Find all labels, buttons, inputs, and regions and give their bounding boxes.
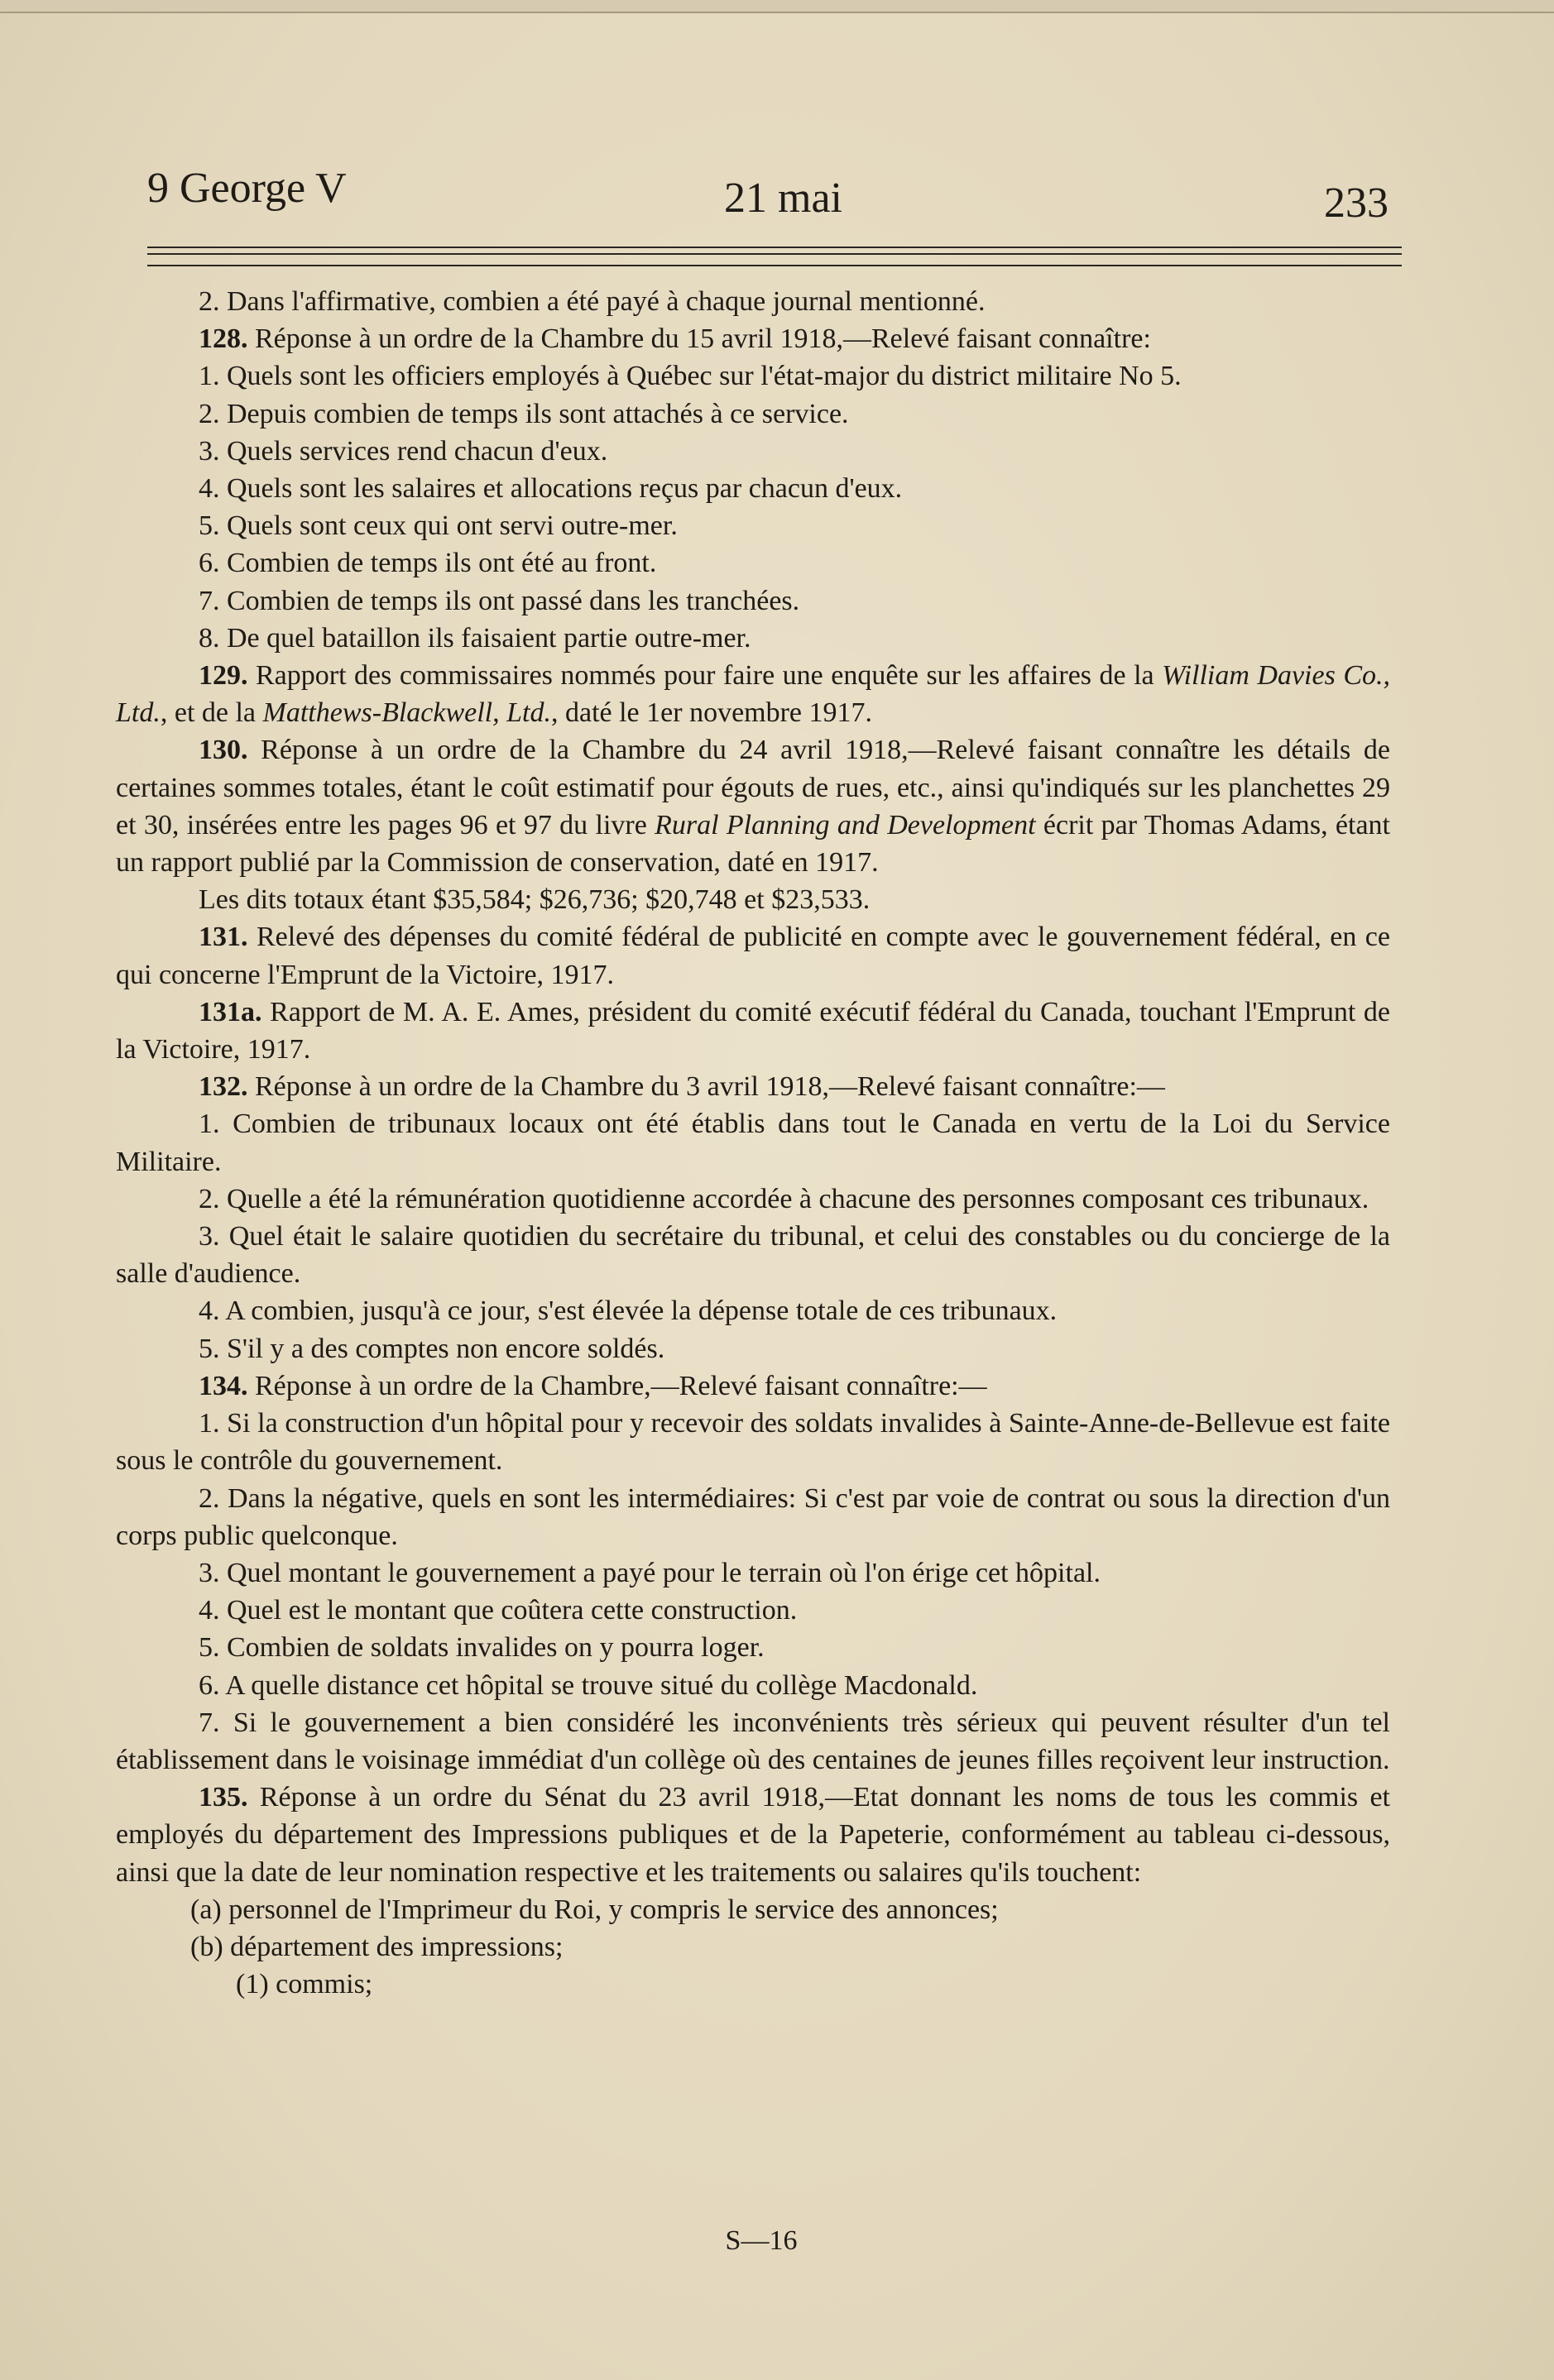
company-name: William Davies Co., Ltd.: [116, 660, 1390, 729]
entry-number: 131.: [199, 922, 248, 953]
list-item: 3. Quels services rend chacun d'eux.: [199, 435, 608, 467]
entry-129: [116, 657, 1390, 731]
page-number: 233: [1324, 180, 1389, 227]
entry-number: 129.: [199, 660, 248, 692]
paragraph: 2. Dans l'affirmative, combien a été payé à chaque journal mentionné.: [199, 286, 986, 317]
entry-132: [116, 1068, 1390, 1105]
entry-number: 132.: [199, 1071, 248, 1103]
list-item: 4. A combien, jusqu'à ce jour, s'est élevée la dépense totale de ces tribunaux.: [199, 1295, 1058, 1327]
entry-text: Rapport des commissaires nommés pour faire une enquête sur les affaires de la: [247, 660, 1163, 692]
list-item: (b) département des impressions;: [190, 1931, 564, 1962]
entry-130: [116, 731, 1390, 881]
entry-number: 128.: [199, 323, 248, 355]
entry-text: Réponse à un ordre du Sénat du 23 avril 1918,—Etat donnant les noms de tous les commis et employés du département des Impressions publiques et de la Papeterie, conformément au tableau ci-dessous, ainsi que la date de leur nomination respective et les traitements ou salaires qu'ils touchent:: [116, 1782, 1390, 1888]
header-rule: [147, 247, 1402, 248]
entry-number: 135.: [199, 1782, 248, 1813]
running-head-date: 21 mai: [724, 175, 842, 222]
entry-number: 131a.: [199, 996, 262, 1027]
list-item: 6. A quelle distance cet hôpital se trouve situé du collège Macdonald.: [199, 1669, 978, 1701]
entry-131a: [116, 994, 1390, 1068]
entry-text: , et de la: [160, 697, 263, 729]
entry-text: Réponse à un ordre de la Chambre du 24 avril 1918,—Relevé faisant connaître les détails de certaines sommes totales, étant le coût estimatif pour égouts de rues, etc., ainsi qu'indiqués sur les planchettes 29 et 30, insérées entre les pages 96 et 97 du livre: [116, 735, 1390, 840]
list-item: (a) personnel de l'Imprimeur du Roi, y compris le service des annonces;: [190, 1894, 999, 1925]
entry-text: Réponse à un ordre de la Chambre du 3 avril 1918,—Relevé faisant connaître:—: [247, 1071, 1165, 1103]
entry-131: [116, 918, 1390, 993]
book-title: Rural Planning and Development: [655, 809, 1036, 840]
company-name: Matthews-Blackwell, Ltd.: [262, 697, 551, 729]
entry-134: [116, 1367, 1390, 1405]
list-item: 5. Quels sont ceux qui ont servi outre-mer.: [199, 510, 678, 542]
paragraph: Les dits totaux étant $35,584; $26,736; $20,748 et $23,533.: [199, 884, 871, 916]
entry-text: Rapport de M. A. E. Ames, président du comité exécutif fédéral du Canada, touchant l'Emprunt de la Victoire, 1917.: [116, 996, 1390, 1065]
list-item: 2. Dans la négative, quels en sont les intermédiaires: Si c'est par voie de contrat ou sous la direction d'un corps public quelconque.: [116, 1482, 1390, 1551]
page-body: [116, 283, 1390, 2003]
list-item: 5. S'il y a des comptes non encore soldés.: [199, 1333, 665, 1364]
list-item: (1) commis;: [236, 1969, 373, 2000]
entry-text: Réponse à un ordre de la Chambre,—Relevé faisant connaître:—: [247, 1370, 987, 1401]
signature-mark: S—16: [725, 2225, 798, 2256]
list-item: 5. Combien de soldats invalides on y pourra loger.: [199, 1632, 765, 1664]
entry-number: 134.: [199, 1370, 248, 1401]
entry-135: [116, 1779, 1390, 1891]
list-item: 1. Si la construction d'un hôpital pour y recevoir des soldats invalides à Sainte-Anne-de-Bellevue est faite sous le contrôle du gouvernement.: [116, 1408, 1390, 1477]
header-rule: [147, 265, 1402, 266]
list-item: 7. Si le gouvernement a bien considéré les inconvénients très sérieux qui peuvent résulter d'un tel établissement dans le voisinage immédiat d'un collège où des centaines de jeunes filles reçoivent leur instruction.: [116, 1707, 1390, 1775]
header-rule: [147, 253, 1402, 255]
entry-text: écrit par Thomas Adams, étant un rapport publié par la Commission de conservation, daté en 1917.: [116, 809, 1390, 879]
list-item: 6. Combien de temps ils ont été au front.: [199, 548, 657, 579]
list-item: 1. Combien de tribunaux locaux ont été établis dans tout le Canada en vertu de la Loi du Service Militaire.: [116, 1109, 1390, 1177]
list-item: 4. Quel est le montant que coûtera cette construction.: [199, 1595, 798, 1626]
list-item: 3. Quel montant le gouvernement a payé pour le terrain où l'on érige cet hôpital.: [199, 1557, 1101, 1588]
list-item: 8. De quel bataillon ils faisaient partie outre-mer.: [199, 622, 751, 654]
list-item: 1. Quels sont les officiers employés à Québec sur l'état-major du district militaire No 5.: [199, 361, 1182, 392]
list-item: 4. Quels sont les salaires et allocations reçus par chacun d'eux.: [199, 473, 903, 505]
list-item: 3. Quel était le salaire quotidien du secrétaire du tribunal, et celui des constables ou du concierge de la salle d'audience.: [116, 1221, 1390, 1290]
running-head-left: 9 George V: [147, 165, 347, 212]
entry-number: 130.: [199, 735, 248, 766]
entry-128: [116, 320, 1390, 357]
list-item: 2. Quelle a été la rémunération quotidienne accordée à chacune des personnes composant ces tribunaux.: [199, 1183, 1369, 1214]
list-item: 2. Depuis combien de temps ils sont attachés à ce service.: [199, 398, 849, 429]
list-item: 7. Combien de temps ils ont passé dans les tranchées.: [199, 585, 800, 616]
scan-edge: [0, 0, 1554, 13]
entry-text: Réponse à un ordre de la Chambre du 15 avril 1918,—Relevé faisant connaître:: [247, 323, 1151, 355]
entry-text: , daté le 1er novembre 1917.: [550, 697, 873, 729]
entry-text: Relevé des dépenses du comité fédéral de publicité en compte avec le gouvernement fédéral, en ce qui concerne l'Emprunt de la Victoire, 1917.: [116, 922, 1390, 990]
